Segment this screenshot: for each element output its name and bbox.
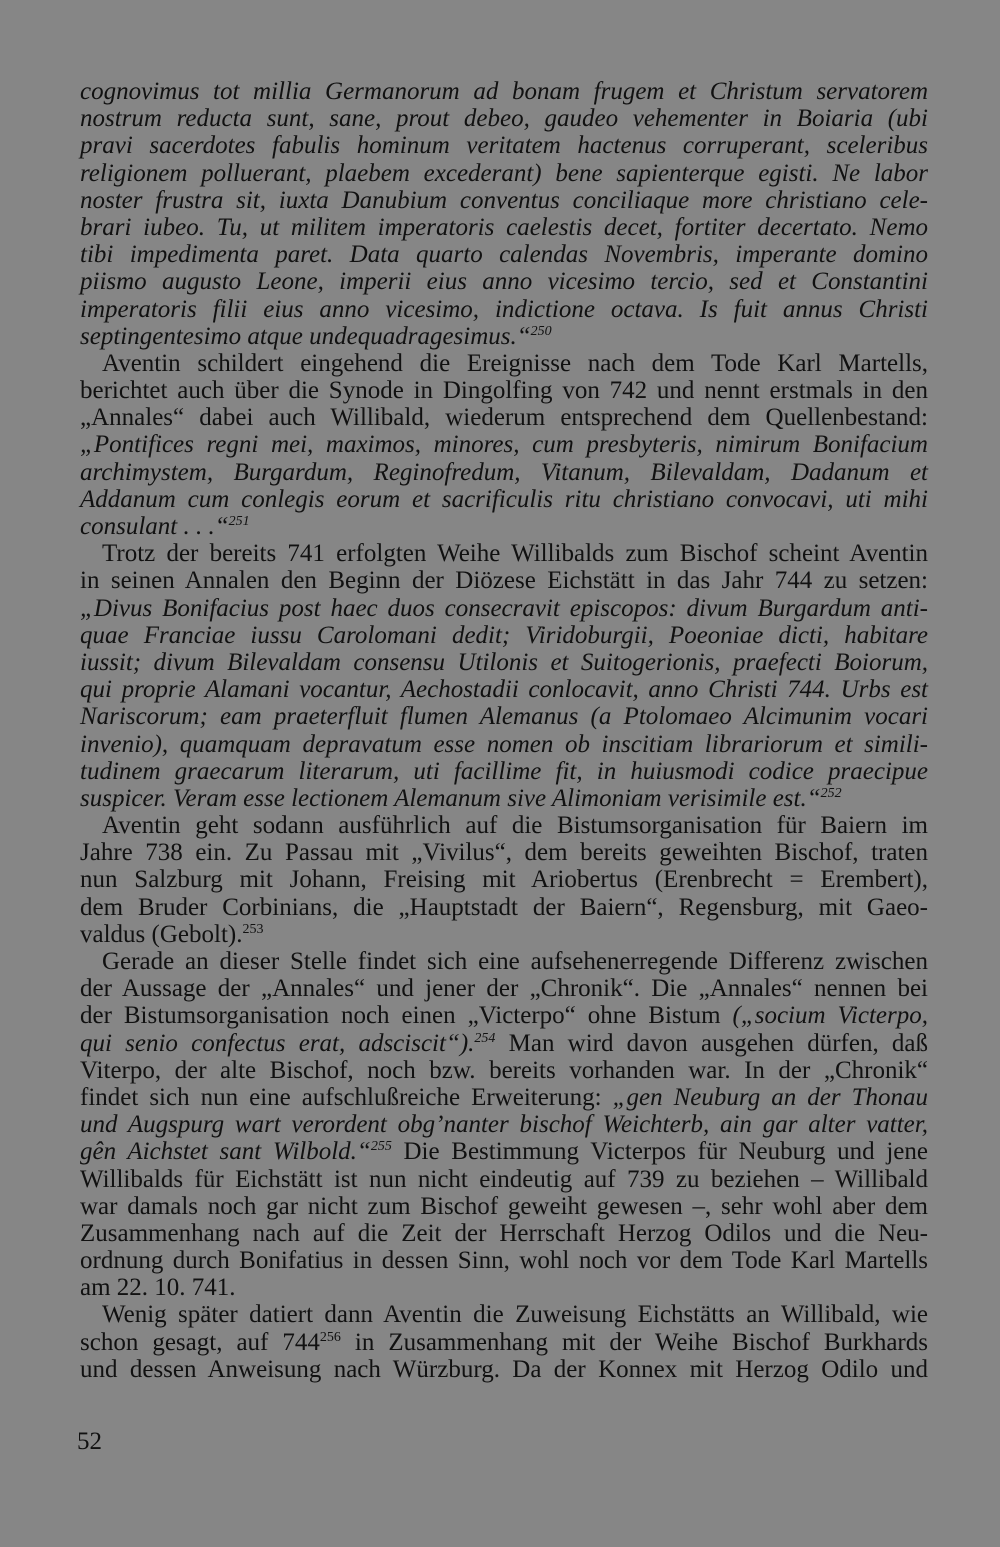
- text-line: [80, 486, 928, 513]
- text-line: [80, 296, 928, 323]
- text-line: [80, 431, 928, 458]
- text-line: [80, 404, 928, 431]
- latin-quote: piismo augusto Leone, imperii eius anno vicesimo tercio, sed et Constantini: [80, 268, 928, 296]
- text-line: [80, 132, 928, 159]
- text-segment: Zusammenhang nach auf die Zeit der Herrschaft Herzog Odilos und die Neu-: [80, 1219, 928, 1247]
- footnote-marker: 250: [530, 323, 552, 339]
- text-segment: nun Salzburg mit Johann, Freising mit Ariobertus (Erenbrecht = Erembert),: [80, 866, 928, 894]
- text-line: [80, 268, 928, 295]
- book-page-text: [80, 78, 928, 1383]
- paragraph: [80, 350, 928, 540]
- text-segment: Trotz der bereits 741 erfolgten Weihe Willibalds zum Bischof scheint Aventin: [102, 540, 928, 568]
- text-segment: der Bistumsorganisation noch einen „Victerpo“ ohne Bistum: [80, 1002, 733, 1030]
- latin-quote: nostrum reducta sunt, sane, prout debeo, gaudeo vehementer in Boiaria (ubi: [80, 105, 928, 133]
- footnote-marker: 252: [820, 785, 842, 801]
- text-segment: am 22. 10. 741.: [80, 1274, 236, 1302]
- text-line: [80, 1030, 928, 1057]
- text-line: [80, 649, 928, 676]
- paragraph: [80, 948, 928, 1301]
- text-line: [80, 105, 928, 132]
- text-line: [80, 1166, 928, 1193]
- latin-quote: tudinem graecarum literarum, uti facillime fit, in huiusmodi codice praecipue: [80, 757, 928, 785]
- text-segment: der Aussage der „Annales“ und jener der „Chronik“. Die „Annales“ nennen bei: [80, 975, 928, 1003]
- text-line: [80, 377, 928, 404]
- latin-quote: pravi sacerdotes fabulis hominum veritatem hactenus corruperant, sceleribus: [80, 132, 928, 160]
- text-line: [80, 459, 928, 486]
- text-segment: Wenig später datiert dann Aventin die Zuweisung Eichstätts an Willibald, wie: [102, 1301, 928, 1329]
- text-line: [80, 758, 928, 785]
- text-segment: Die Bestimmung Victerpos für Neuburg und jene: [391, 1138, 928, 1166]
- text-line: [80, 241, 928, 268]
- text-segment: valdus (Gebolt).: [80, 920, 243, 948]
- text-line: [80, 1111, 928, 1138]
- paragraph: [80, 812, 928, 948]
- latin-quote: consulant . . .“: [80, 513, 229, 540]
- text-line: [80, 540, 928, 567]
- text-segment: „Annales“ dabei auch Willibald, wiederum entsprechend dem Quellenbestand:: [80, 404, 928, 432]
- latin-quote: und Augspurg wart verordent obg’nanter bischof Weichterb, ain gar alter vatter,: [80, 1111, 928, 1139]
- text-line: [80, 1301, 928, 1328]
- text-segment: berichtet auch über die Synode in Dingolfing von 742 und nennt erstmals in den: [80, 377, 928, 405]
- latin-quote: („socium Victerpo,: [732, 1002, 928, 1030]
- text-segment: schon gesagt, auf 744: [80, 1328, 320, 1356]
- text-line: [80, 1193, 928, 1220]
- latin-quote: Addanum cum conlegis eorum et sacrificulis ritu christiano convocavi, uti mihi: [80, 485, 928, 513]
- latin-quote: qui senio confectus erat, adsciscit“).: [80, 1029, 475, 1057]
- footnote-marker: 254: [474, 1030, 496, 1046]
- text-line: [80, 1138, 928, 1165]
- footnote-marker: 256: [319, 1329, 341, 1345]
- text-line: [80, 948, 928, 975]
- text-line: [80, 187, 928, 214]
- text-segment: und dessen Anweisung nach Würzburg. Da der Konnex mit Herzog Odilo und: [80, 1355, 928, 1383]
- text-line: [80, 894, 928, 921]
- text-segment: Man wird davon ausgehen dürfen, daß: [495, 1029, 928, 1057]
- latin-quote: qui proprie Alamani vocantur, Aechostadii conlocavit, anno Christi 744. Urbs est: [80, 676, 928, 704]
- paragraph: [80, 1301, 928, 1383]
- latin-quote: tibi impedimenta paret. Data quarto calendas Novembris, imperante domino: [80, 241, 928, 269]
- text-segment: war damals noch gar nicht zum Bischof geweiht gewesen –, sehr wohl aber dem: [80, 1192, 928, 1220]
- text-segment: Viterpo, der alte Bischof, noch bzw. bereits vorhanden war. In der „Chronik“: [80, 1056, 928, 1084]
- latin-quote: religionem polluerant, plaebem excederant) bene sapienterque egisti. Ne labor: [80, 159, 928, 187]
- latin-quote: Nariscorum; eam praeterfluit flumen Alemanus (a Ptolomaeo Alcimunim vocari: [80, 703, 928, 731]
- text-line: [80, 1274, 928, 1301]
- text-line: [80, 1057, 928, 1084]
- latin-quote: noster frustra sit, iuxta Danubium conventus conciliaque more christiano cele-: [80, 186, 928, 214]
- text-segment: Jahre 738 ein. Zu Passau mit „Vivilus“, dem bereits geweihten Bischof, traten: [80, 839, 928, 867]
- latin-quote: septingentesimo atque undequadragesimus.“: [80, 322, 531, 350]
- text-segment: Aventin schildert eingehend die Ereignisse nach dem Tode Karl Martells,: [102, 349, 928, 377]
- latin-quote: imperatoris filii eius anno vicesimo, indictione octava. Is fuit annus Christi: [80, 295, 928, 323]
- text-segment: in Zusammenhang mit der Weihe Bischof Burkhards: [340, 1328, 928, 1356]
- text-line: [80, 676, 928, 703]
- latin-quote: suspicer. Veram esse lectionem Alemanum sive Alimoniam verisimile est.“: [80, 784, 821, 812]
- text-line: [80, 214, 928, 241]
- text-segment: findet sich nun eine aufschlußreiche Erweiterung:: [80, 1083, 613, 1111]
- text-segment: dem Bruder Corbinians, die „Hauptstadt der Baiern“, Regensburg, mit Gaeo-: [80, 893, 928, 921]
- text-line: [80, 785, 928, 812]
- latin-quote: cognovimus tot millia Germanorum ad bonam frugem et Christum servatorem: [80, 78, 928, 105]
- text-line: [80, 1220, 928, 1247]
- text-line: [80, 350, 928, 377]
- text-line: [80, 1247, 928, 1274]
- text-line: [80, 812, 928, 839]
- text-line: [80, 703, 928, 730]
- latin-quote: gên Aichstet sant Wilbold.“: [80, 1138, 371, 1166]
- latin-quote: brari iubeo. Tu, ut militem imperatoris caelestis decet, fortiter decertato. Nemo: [80, 213, 928, 241]
- latin-quote: archimystem, Burgardum, Reginofredum, Vitanum, Bilevaldam, Dadanum et: [80, 458, 928, 486]
- text-line: [80, 866, 928, 893]
- text-line: [80, 567, 928, 594]
- latin-quote: „gen Neuburg an der Thonau: [612, 1083, 928, 1111]
- latin-quote: iussit; divum Bilevaldam consensu Utilonis et Suitogerionis, praefecti Boiorum,: [80, 648, 928, 676]
- text-line: [80, 1002, 928, 1029]
- page-number: 52: [77, 1428, 102, 1455]
- latin-quote: „Divus Bonifacius post haec duos consecravit episcopos: divum Burgardum anti-: [80, 594, 928, 622]
- text-line: [80, 513, 928, 540]
- latin-quote: „Pontifices regni mei, maximos, minores, cum presbyteris, nimirum Bonifacium: [80, 431, 928, 459]
- text-line: [80, 595, 928, 622]
- text-line: [80, 160, 928, 187]
- text-segment: ordnung durch Bonifatius in dessen Sinn, wohl noch vor dem Tode Karl Martells: [80, 1247, 928, 1275]
- text-segment: Aventin geht sodann ausführlich auf die Bistumsorganisation für Baiern im: [102, 812, 928, 840]
- text-line: [80, 1329, 928, 1356]
- paragraph: [80, 540, 928, 812]
- text-line: [80, 323, 928, 350]
- text-line: [80, 921, 928, 948]
- footnote-marker: 255: [370, 1139, 392, 1155]
- text-line: [80, 839, 928, 866]
- text-line: [80, 731, 928, 758]
- text-line: [80, 975, 928, 1002]
- text-segment: Willibalds für Eichstätt ist nun nicht eindeutig auf 739 zu beziehen – Willibald: [80, 1165, 928, 1193]
- text-segment: Gerade an dieser Stelle findet sich eine aufsehenerregende Differenz zwischen: [102, 948, 928, 975]
- text-segment: in seinen Annalen den Beginn der Diözese Eichstätt in das Jahr 744 zu setzen:: [80, 567, 928, 595]
- text-line: [80, 622, 928, 649]
- latin-quote: invenio), quamquam depravatum esse nomen ob inscitiam librariorum et simili-: [80, 730, 928, 758]
- text-line: [80, 78, 928, 105]
- latin-quote: quae Franciae iussu Carolomani dedit; Viridoburgii, Poeoniae dicti, habitare: [80, 621, 928, 649]
- paragraph: [80, 78, 928, 350]
- footnote-marker: 251: [228, 514, 250, 529]
- text-line: [80, 1356, 928, 1383]
- text-line: [80, 1084, 928, 1111]
- footnote-marker: 253: [242, 921, 264, 937]
